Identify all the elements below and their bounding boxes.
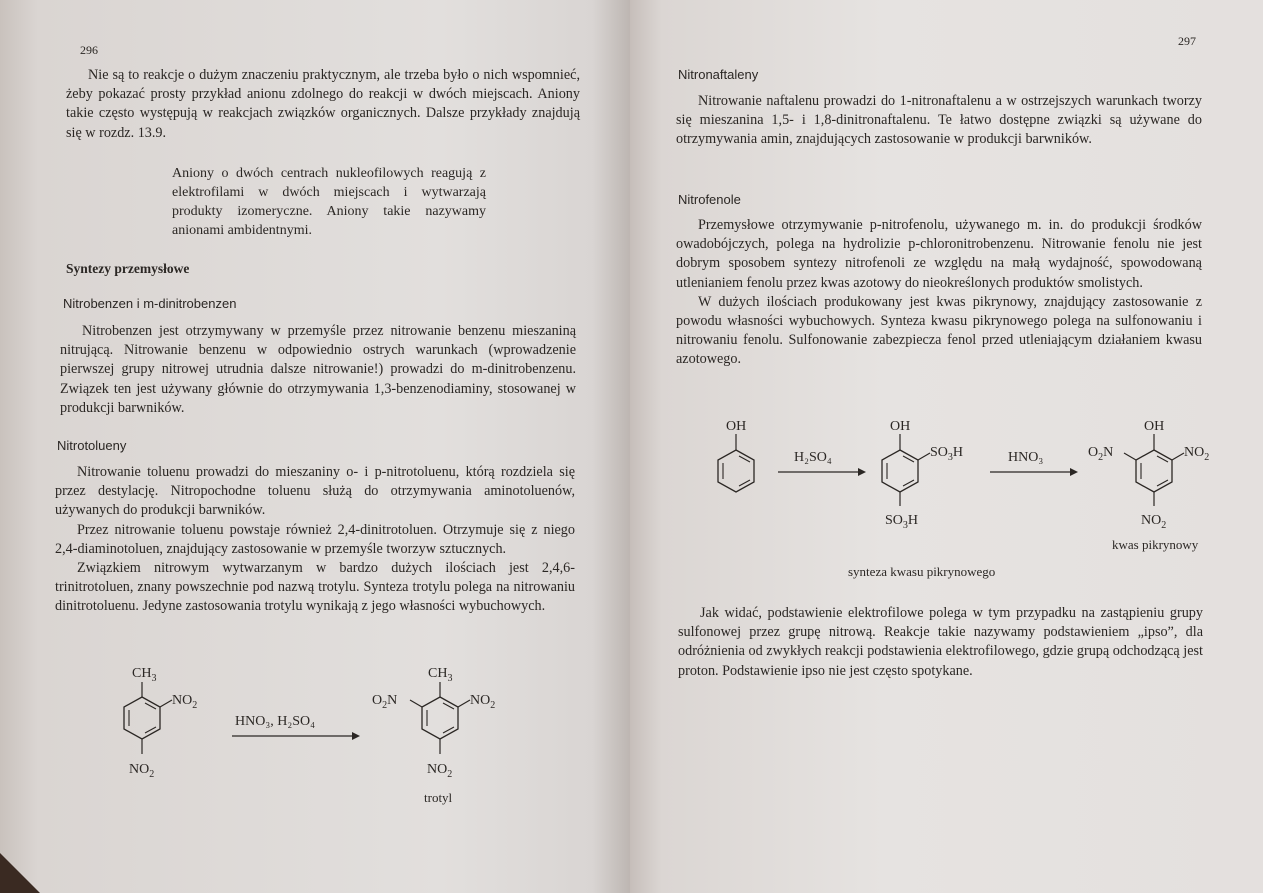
nitrotolueny-p3: Związkiem nitrowym wytwarzanym w bardzo dużych ilościach jest 2,4,6-trinitrotoluen, znany powszechnie pod nazwą trotylu. Synteza trotylu polega na nitrowaniu dinitrotoluenu. Jedyne zastosowania trotylu wynikają z jego własności wybuchowych. (55, 560, 575, 615)
svg-text:SO3H: $SO_3H$ (885, 513, 919, 531)
reagent-hno3-label: HNO₃ (1008, 450, 1044, 465)
trotyl-synthesis-scheme (100, 662, 520, 812)
trotyl-structure (372, 666, 495, 780)
svg-text:SO3H: $SO_3H$ (930, 445, 964, 463)
right-page (630, 0, 1263, 893)
nitrofenole-p1: Przemysłowe otrzymywanie p-nitrofenolu, używanego m. in. do produkcji środków owadobójczych, polega na hydrolizie p-chloronitrobenzenu. Nitrowanie fenolu nie jest dobrym sposobem syntezy nitrofenoli ze względu na małą wydajność, spowodowaną utlenianiem fenolu przez kwas azotowy do nieokreślonych produktów smolistych. (676, 217, 1202, 291)
picric-acid-synthesis-scheme (690, 408, 1230, 588)
svg-text:NO2: $NO_2$ (129, 762, 155, 780)
dinitrotoluene-structure (124, 666, 197, 780)
nitrobenzen-text: Nitrobenzen jest otrzymywany w przemyśle przez nitrowanie benzenu mieszaniną nitrującą. Nitrowanie benzenu w odpowiednio ostrych warunkach (wprowadzenie pierwszej grupy nitrowej utrudnia dalsze nitrowanie!) prowadzi do m-dinitrobenzenu. Związek ten jest używany głównie do otrzymywania 1,3-benzenodiaminy, stosowanej w produkcji barwników. (60, 323, 576, 416)
picric-acid-structure (1088, 419, 1209, 531)
nitrotolueny-paragraphs (55, 463, 575, 617)
svg-text:NO2: $NO_2$ (427, 762, 453, 780)
section-heading: Syntezy przemysłowe (66, 261, 190, 276)
svg-text:CH3: $CH_3$ (428, 666, 453, 684)
left-page (0, 0, 630, 893)
page-number-left: 296 (80, 43, 98, 57)
scheme-caption: synteza kwasu pikrynowego (848, 564, 996, 579)
svg-text:O2N: $O_2N$ (1088, 445, 1114, 463)
trotyl-reagent-label: HNO₃, H₂SO₄ (235, 714, 315, 729)
svg-text:OH: OH (890, 419, 911, 434)
phenol-structure (718, 419, 754, 492)
trotyl-caption: trotyl (424, 790, 453, 805)
picric-acid-caption: kwas pikrynowy (1112, 537, 1199, 552)
svg-text:NO2: $NO_2$ (172, 693, 198, 711)
intro-paragraph (66, 66, 580, 143)
book-corner-shadow (0, 853, 40, 893)
intro-text: Nie są to reakcje o dużym znaczeniu praktycznym, ale trzeba było o nich wspomnieć, żeby pokazać prosty przykład anionu zdolnego do reakcji w dwóch miejscach. Aniony takie często występują w reakcjach związków organicznych. Dalsze przykłady znajdują się w rozdz. 13.9. (66, 67, 580, 141)
page-number-right: 297 (1178, 34, 1196, 48)
heading-nitrofenole: Nitrofenole (678, 192, 741, 207)
ipso-paragraph (678, 604, 1203, 681)
subsection-heading-nitrobenzen: Nitrobenzen i m-dinitrobenzen (63, 296, 237, 311)
ipso-text: Jak widać, podstawienie elektrofilowe polega w tym przypadku na zastąpieniu grupy sulfonowej przez grupę nitrową. Reakcje takie nazywamy podstawieniem „ipso”, dla odróżnienia od zwykłych reakcji podstawienia elektrofilowego, gdzie grupą odchodzącą jest proton. Podstawienie ipso nie jest często spotykane. (678, 605, 1203, 679)
subsection-heading-nitrotolueny: Nitrotolueny (57, 438, 127, 453)
nitrotolueny-p1: Nitrowanie toluenu prowadzi do mieszaniny o- i p-nitrotoluenu, którą rozdziela się przez destylację. Nitropochodne toluenu służą do otrzymywania aminotoluenów, używanych do produkcji barwników. (55, 464, 575, 519)
nitrobenzen-paragraph (60, 322, 576, 418)
svg-text:OH: OH (1144, 419, 1165, 434)
svg-text:NO2: $NO_2$ (1184, 445, 1210, 463)
nitrofenole-paragraphs (676, 216, 1202, 370)
nitronaftaleny-paragraph (676, 92, 1202, 150)
reagent-h2so4-label: H₂SO₄ (794, 450, 832, 465)
nitrofenole-p2: W dużych ilościach produkowany jest kwas pikrynowy, znajdujący zastosowanie z powodu własności wybuchowych. Synteza kwasu pikrynowego polega na sulfonowaniu i nitrowaniu fenolu. Sulfonowanie zabezpiecza fenol przed utleniającym działaniem kwasu azotowego. (676, 293, 1202, 368)
svg-text:NO2: $NO_2$ (470, 693, 496, 711)
heading-nitronaftaleny: Nitronaftaleny (678, 67, 759, 82)
svg-text:CH3: $CH_3$ (132, 666, 157, 684)
nitronaftaleny-text: Nitrowanie naftalenu prowadzi do 1-nitronaftalenu a w ostrzejszych warunkach tworzy się mieszanina 1,5- i 1,8-dinitronaftalenu. Te łatwo dostępne związki są używane do otrzymywania amin, znajdujących zastosowanie w produkcji barwników. (676, 93, 1202, 148)
svg-text:NO2: $NO_2$ (1141, 513, 1167, 531)
svg-text:OH: OH (726, 419, 747, 434)
phenoldisulfonic-acid-structure (882, 419, 963, 531)
definition-note: Aniony o dwóch centrach nukleofilowych reagują z elektrofilami w dwóch miejscach i wytwarzają produkty izomeryczne. Aniony takie nazywamy anionami ambidentnymi. (172, 166, 486, 238)
nitrotolueny-p2: Przez nitrowanie toluenu powstaje również 2,4-dinitrotoluen. Otrzymuje się z niego 2,4-diaminotoluen, znajdujący zastosowanie w przemyśle tworzyw sztucznych. (55, 521, 575, 557)
svg-text:O2N: $O_2N$ (372, 693, 398, 711)
